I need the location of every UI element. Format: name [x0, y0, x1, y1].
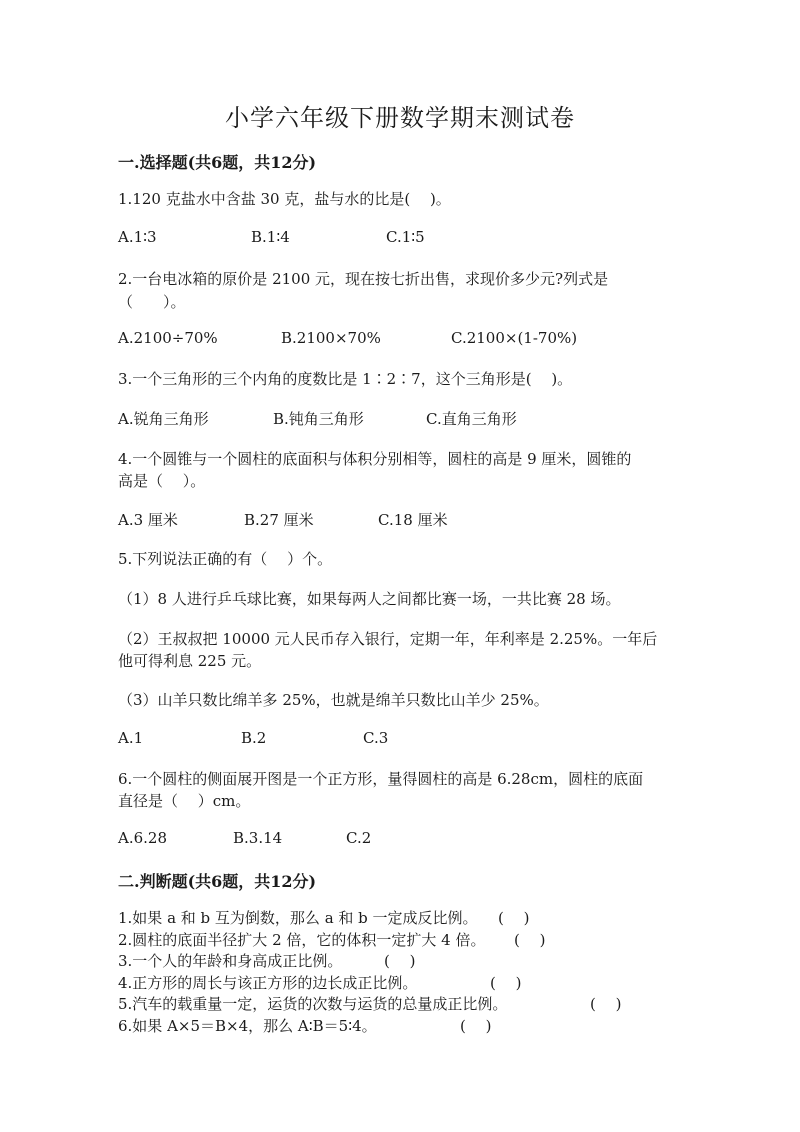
judgment-item-5	[118, 993, 718, 1013]
judgment-item-4-blank: ( )	[490, 974, 522, 992]
question-3-text: 3.一个三角形的三个内角的度数比是 1∶2∶7，这个三角形是( )。	[118, 370, 573, 388]
judgment-item-5-text: 5.汽车的载重量一定，运货的次数与运货的总量成正比例。	[118, 995, 508, 1013]
section-2-heading: 二.判断题(共6题，共12分)	[118, 872, 317, 891]
judgment-item-2	[118, 929, 718, 949]
question-3-option-a: A.锐角三角形	[118, 410, 209, 428]
judgment-item-4	[118, 972, 718, 992]
judgment-item-2-text: 2.圆柱的底面半径扩大 2 倍，它的体积一定扩大 4 倍。	[118, 931, 486, 949]
judgment-item-5-blank: ( )	[590, 995, 622, 1013]
question-2-text: 2.一台电冰箱的原价是 2100 元，现在按七折出售，求现价多少元?列式是	[118, 270, 609, 288]
question-5-options	[118, 729, 718, 751]
question-4-options	[118, 509, 718, 531]
question-5-statement-2-cont: 他可得利息 225 元。	[118, 652, 262, 670]
judgment-item-6-text: 6.如果 A×5＝B×4，那么 A∶B＝5∶4。	[118, 1017, 377, 1035]
question-1-option-b: B.1∶4	[251, 228, 290, 246]
question-6-option-b: B.3.14	[233, 829, 283, 847]
question-2-text-cont: （ ）。	[118, 293, 186, 311]
judgment-item-3	[118, 950, 718, 970]
judgment-item-1-text: 1.如果 a 和 b 互为倒数，那么 a 和 b 一定成反比例。	[118, 909, 478, 927]
question-2-option-c: C.2100×(1-70%)	[451, 329, 578, 347]
question-3-option-c: C.直角三角形	[426, 410, 517, 428]
question-1-options	[118, 228, 718, 250]
judgment-item-1-blank: ( )	[498, 909, 530, 927]
question-4-text-cont: 高是（ ）。	[118, 472, 206, 490]
question-6-option-c: C.2	[346, 829, 372, 847]
judgment-item-2-blank: ( )	[514, 931, 546, 949]
question-4-option-a: A.3 厘米	[118, 511, 178, 529]
question-6-text: 6.一个圆柱的侧面展开图是一个正方形，量得圆柱的高是 6.28cm，圆柱的底面	[118, 770, 644, 788]
question-5-text: 5.下列说法正确的有（ ）个。	[118, 550, 333, 568]
question-3-option-b: B.钝角三角形	[273, 410, 364, 428]
question-5-statement-1: （1）8 人进行乒乓球比赛，如果每两人之间都比赛一场，一共比赛 28 场。	[118, 590, 621, 608]
question-5-statement-2: （2）王叔叔把 10000 元人民币存入银行，定期一年，年利率是 2.25%。一年后	[118, 630, 658, 648]
question-6-options	[118, 829, 718, 851]
question-4-text: 4.一个圆锥与一个圆柱的底面积与体积分别相等，圆柱的高是 9 厘米，圆锥的	[118, 450, 632, 468]
question-5-statement-3: （3）山羊只数比绵羊多 25%，也就是绵羊只数比山羊少 25%。	[118, 691, 549, 709]
judgment-item-6-blank: ( )	[460, 1017, 492, 1035]
question-2-option-a: A.2100÷70%	[118, 329, 218, 347]
question-4-option-c: C.18 厘米	[378, 511, 448, 529]
judgment-item-4-text: 4.正方形的周长与该正方形的边长成正比例。	[118, 974, 418, 992]
section-1-heading: 一.选择题(共6题，共12分)	[118, 153, 317, 172]
question-2-option-b: B.2100×70%	[281, 329, 381, 347]
question-5-option-a: A.1	[118, 729, 144, 747]
question-4-option-b: B.27 厘米	[244, 511, 314, 529]
question-6-option-a: A.6.28	[118, 829, 167, 847]
judgment-item-3-text: 3.一个人的年龄和身高成正比例。	[118, 952, 343, 970]
question-2-options	[118, 329, 718, 351]
question-1-option-a: A.1∶3	[118, 228, 157, 246]
question-6-text-cont: 直径是（ ）cm。	[118, 792, 251, 810]
question-1-option-c: C.1∶5	[386, 228, 425, 246]
judgment-item-6	[118, 1015, 718, 1035]
exam-title: 小学六年级下册数学期末测试卷	[225, 104, 575, 132]
judgment-item-3-blank: ( )	[384, 952, 416, 970]
judgment-item-1	[118, 907, 718, 927]
question-1-text: 1.120 克盐水中含盐 30 克，盐与水的比是( )。	[118, 190, 451, 208]
question-5-option-b: B.2	[241, 729, 267, 747]
question-5-option-c: C.3	[363, 729, 389, 747]
question-3-options	[118, 408, 718, 430]
